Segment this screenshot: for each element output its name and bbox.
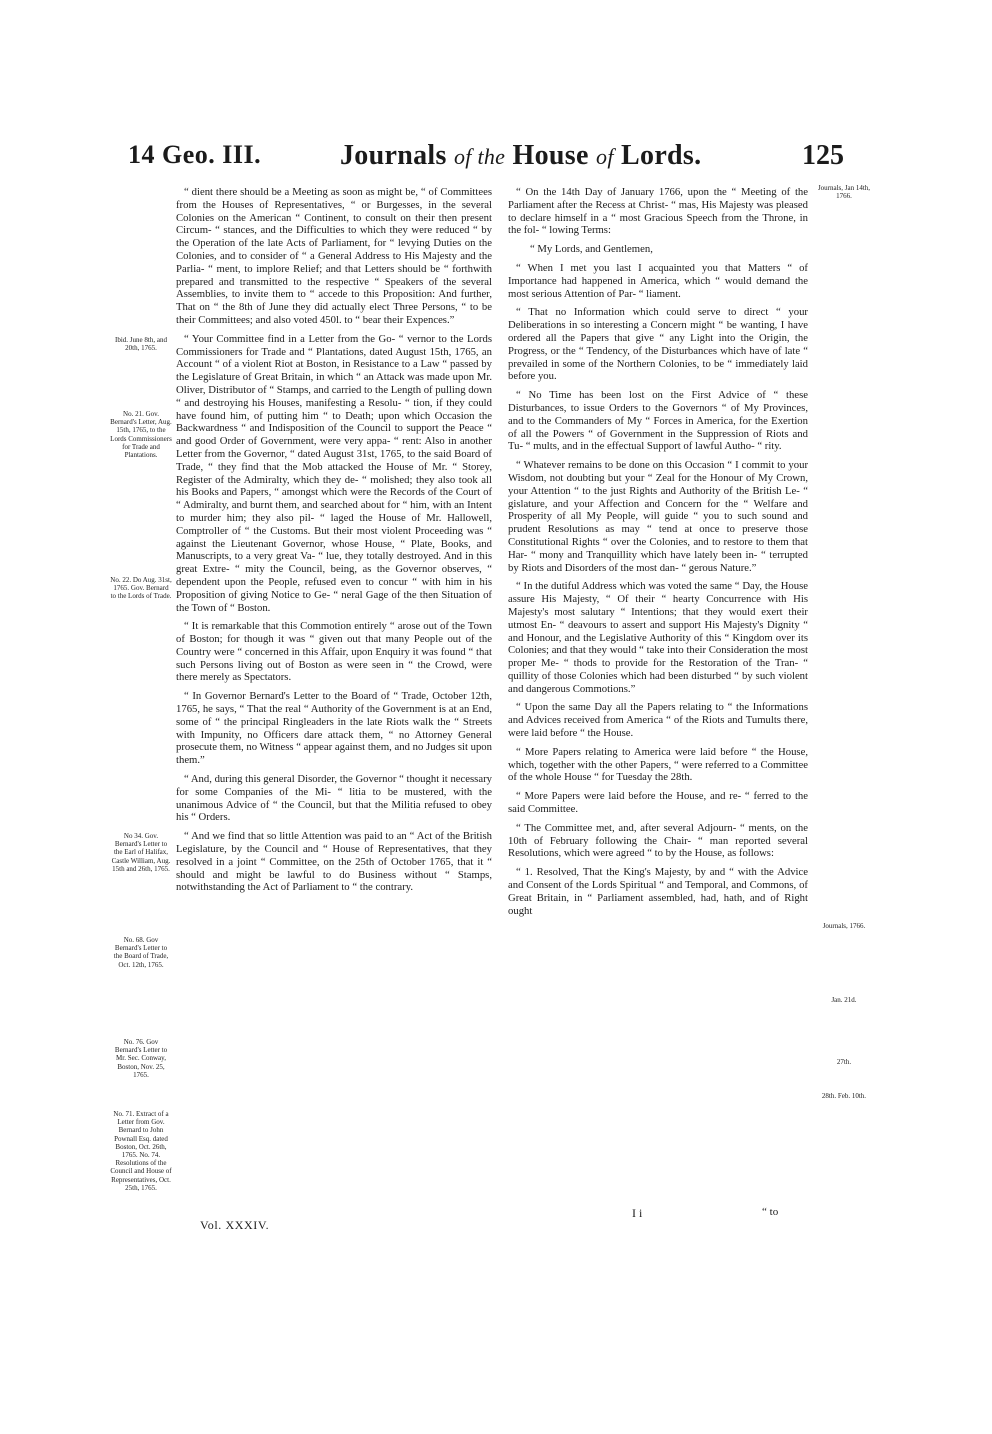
right-paragraph: “ No Time has been lost on the First Advice of “ these Disturbances, to issue Orders to the Governors “ of My Provinces, and to the Commanders of My “ Forces in America, for the Exertion of all the Powers “ of Government in the Suppression of Riots and Tu- “ mults, and in the effectual Support of lawful Autho- “ rity.: [508, 389, 808, 453]
signature-mark: I i: [632, 1206, 643, 1220]
catchword: “ to: [762, 1206, 779, 1218]
margin-note: No. 68. Gov Bernard's Letter to the Board of Trade, Oct. 12th, 1765.: [113, 936, 169, 969]
speech-salutation: “ My Lords, and Gentlemen,: [530, 243, 653, 256]
right-paragraph: “ When I met you last I acquainted you that Matters “ of Importance had happened in America, which “ would demand the most serious Attention of Par- “ liament.: [508, 261, 808, 300]
left-paragraph: “ And we find that so little Attention was paid to an “ Act of the British Legislature, by the Council and “ House of Representatives, that they resolved in a joint “ Committee, on the 25th of October 1765, that it “ should and might be lawful to do Business without “ Stamps, notwithstanding the Act of Parliament to “ the contrary.: [176, 830, 492, 894]
margin-note: Jan. 21d.: [831, 996, 857, 1004]
margin-note: No. 71. Extract of a Letter from Gov. Bernard to John Pownall Esq. dated Boston, Oct. 26th, 1765. No. 74. Resolutions of the Council and House of Representatives, Oct. 25th, 1765.: [110, 1110, 172, 1192]
margin-note: No. 22. Do Aug. 31st, 1765. Gov. Bernard to the Lords of Trade.: [110, 576, 172, 601]
right-paragraph: “ The Committee met, and, after several Adjourn- “ ments, on the 10th of February following the Chair- “ man reported several Resolutions, which were agreed “ to by the House, as follows:: [508, 821, 808, 860]
margin-note: No. 21. Gov. Bernard's Letter, Aug. 15th, 1765, to the Lords Commissioners for Trade and Plantations.: [110, 410, 172, 460]
margin-note: 28th. Feb. 10th.: [821, 1092, 867, 1100]
right-paragraph: “ More Papers were laid before the House, and re- “ ferred to the said Committee.: [508, 790, 808, 816]
right-paragraph: “ More Papers relating to America were laid before “ the House, which, together with the other Papers, “ were referred to a Committee of the whole House “ for Tuesday the 28th.: [508, 745, 808, 784]
running-title: [340, 140, 701, 172]
left-paragraph: “ In Governor Bernard's Letter to the Board of “ Trade, October 12th, 1765, he says, “ That the real “ Authority of the Government is at an End, some of “ the principal Ringleaders in the late Riots walk the “ Streets with Impunity, no Officers dare attack them, “ no Attorney General prosecute them, no Witness “ appear against them, and no Judges sit upon them.”: [176, 690, 492, 767]
right-paragraph: “ In the dutiful Address which was voted the same “ Day, the House assure His Majesty, “ Of their “ hearty Concurrence with His Majesty's most salutary “ Intentions; that they would exert their utmost En- “ deavours to assert and support His Majesty's Dignity “ and Honour, and the Legislative Authority of this “ Kingdom over its Colonies; and that they would “ take into their Consideration the most proper Me- “ thods to provide for the Restoration of the Tran- “ quillity of those Colonies which had been disturbed “ by such violent and dangerous Commotions.”: [508, 580, 808, 695]
left-column: [176, 186, 492, 900]
running-title-part-3: Lords.: [613, 140, 702, 171]
margin-note: Ibid. June 8th, and 20th, 1765.: [115, 336, 167, 353]
left-paragraph: “ dient there should be a Meeting as soon as might be, “ of Committees from the Houses of Representatives, “ or Burgesses, in the several Colonies on the American “ Continent, to consult on their then present Circum- “ stances, and the Difficulties to which they were reduced “ by the Operation of the late Acts of Parliament, for “ levying Duties on the Colonies, and to consider of “ a General Address to His Majesty and the Parlia- “ ment, to implore Relief; and that Letters should be “ forthwith prepared and transmitted to the respective “ Speakers of the several Assemblies, to invite them to “ accede to this Proposition: And further, That on “ the 8th of June they did actually elect Three Persons, “ to be their Committees; and also voted 450l. to “ bear their Expences.”: [176, 186, 492, 326]
running-title-part-2: House: [505, 140, 597, 171]
right-paragraph: “ Upon the same Day all the Papers relating to “ the Informations and Advices received from America “ of the Riots and Tumults there, were laid before “ the House.: [508, 701, 808, 740]
running-title-of-the: of the: [453, 144, 506, 169]
margin-note: 27th.: [836, 1058, 852, 1066]
volume-number: Vol. XXXIV.: [200, 1218, 270, 1232]
margin-note: Journals, 1766.: [822, 922, 866, 930]
running-title-of: of: [596, 144, 614, 169]
page-header: [0, 140, 992, 180]
margin-note: Journals, Jan 14th, 1766.: [817, 184, 871, 201]
left-paragraph: “ It is remarkable that this Commotion entirely “ arose out of the Town of Boston; for though it was “ given out that many People out of the Country were “ concerned in this Affair, upon Enquiry it was found “ that such Persons living out of Boston as were seen in “ the Crowd, were there merely as Spectators.: [176, 620, 492, 684]
right-column: [508, 186, 808, 923]
right-paragraph: “ On the 14th Day of January 1766, upon the “ Meeting of the Parliament after the Recess at Christ- “ mas, His Majesty was pleased to declare himself in a “ most Gracious Speech from the Throne, in the fol- “ lowing Terms:: [508, 186, 808, 237]
margin-note: No. 76. Gov Bernard's Letter to Mr. Sec. Conway, Boston, Nov. 25, 1765.: [114, 1038, 168, 1079]
left-paragraph: “ And, during this general Disorder, the Governor “ thought it necessary for some Companies of the Mi- “ litia to be mustered, with the unanimous Advice of “ the Council, but that the Militia refused to obey his “ Orders.: [176, 773, 492, 824]
running-title-part-1: Journals: [340, 140, 454, 171]
left-paragraph: “ Your Committee find in a Letter from the Go- “ vernor to the Lords Commissioners for Trade and “ Plantations, dated August 15th, 1765, an Account “ of a violent Riot at Boston, in Resistance to a Law “ passed by the Legislature of Great Britain, in which “ an Attack was made upon Mr. Oliver, Distributor of “ Stamps, and carried to the Length of pulling down “ and destroying his Houses, manifesting a Resolu- “ tion, if they could have found him, of putting him “ to Death; upon which Occasion the Backwardness “ and Indisposition of the Council to support the Peace “ and good Order of Government, were very appa- “ rent: Also in another Letter from the Governor, “ dated August 31st, 1765, to the said Board of Trade, “ they find that the Mob attacked the House of Mr. “ Storey, Register of the Admiralty, which they de- “ molished; they also took all his Books and Papers, “ amongst which were the Records of the Court of “ Admiralty, and burnt them, and searched about for “ him, with an Intent to murder him; they also pil- “ laged the House of Mr. Hallowell, Comptroller of “ the Customs. But their most violent Proceeding was “ against the Lieutenant Governor, whose House, “ Plate, Books, and Manuscripts, to a very great Va- “ lue, they totally destroyed. And in this great Extre- “ mity the Council, being, as the Governor observes, “ dependent upon the People, refused even to concur “ with him in his Proposition of giving Notice to Ge- “ neral Gage of the then Situation of the Town of “ Boston.: [176, 332, 492, 614]
page-number: 125: [802, 140, 844, 171]
margin-note: No 34. Gov. Bernard's Letter to the Earl of Halifax, Castle William, Aug. 15th and 26th, 1765.: [111, 832, 171, 873]
right-paragraph: “ 1. Resolved, That the King's Majesty, by and “ with the Advice and Consent of the Lords Spiritual “ and Temporal, and Commons, of Great Britain, in “ Parliament assembled, had, hath, and of Right ought: [508, 866, 808, 917]
regnal-year: 14 Geo. III.: [128, 140, 262, 169]
right-paragraph: “ That no Information which could serve to direct “ your Deliberations in so interesting a Concern might “ be wanting, I have ordered all the Papers that give “ any Light into the Origin, the Progress, or the “ Tendency, of the Disturbances which have of late “ prevailed in some of the Northern Colonies, to be “ immediately laid before you.: [508, 306, 808, 383]
right-paragraph: “ Whatever remains to be done on this Occasion “ I commit to your Wisdom, not doubting but your “ Zeal for the Honour of My Crown, your Attention “ to the just Rights and Authority of the British Le- “ gislature, and your Affection and Concern for the “ Welfare and Prosperity of all My People, will guide “ you to such sound and prudent Resolutions as may “ tend at once to preserve those Constitutional Rights “ over the Colonies, and to restore to them that Har- “ mony and Tranquillity which have lately been in- “ terrupted by Riots and Disorders of the most dan- “ gerous Nature.”: [508, 459, 808, 574]
